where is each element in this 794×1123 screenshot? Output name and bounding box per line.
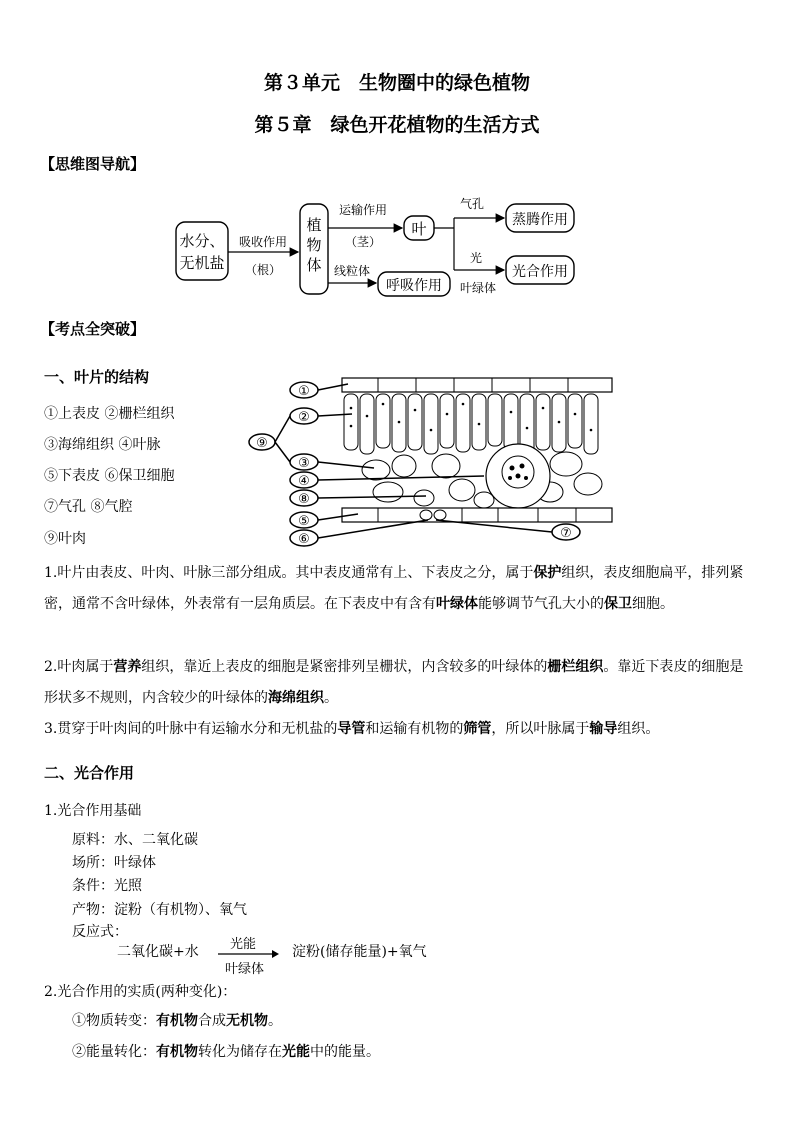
change-1 xyxy=(72,1011,282,1031)
leaf-structure-diagram xyxy=(248,374,618,550)
p3-text-a: 3.贯穿于叶肉间的叶脉中有运输水分和无机盐的 xyxy=(44,721,338,737)
label-1: ① xyxy=(298,384,310,399)
p1-text-e: 能够调节气孔大小的 xyxy=(478,596,604,612)
lower-epidermis xyxy=(342,508,612,522)
node-plant-char1: 植 xyxy=(306,216,322,234)
spongy-tissue xyxy=(362,452,602,508)
label-8: ⑧ xyxy=(298,492,310,507)
change1-end: 。 xyxy=(268,1013,282,1029)
section2-sub1: 1.光合作用基础 xyxy=(44,803,142,819)
node-leaf-label: 叶 xyxy=(411,220,427,238)
guard-cell-left xyxy=(420,510,432,520)
edge-absorb-bottom: （根） xyxy=(244,263,282,277)
label-5: ⑤ xyxy=(298,514,310,529)
edge-absorb-top: 吸收作用 xyxy=(238,235,288,249)
p3-bold-sieve: 筛管 xyxy=(463,721,492,737)
node-plant-char2: 物 xyxy=(306,236,322,254)
p3-text-g: 组织。 xyxy=(617,721,660,737)
change1-text: 合成 xyxy=(198,1013,226,1029)
legend-item-5: ⑨叶肉 xyxy=(44,531,86,547)
p1-bold-protect: 保护 xyxy=(533,565,562,581)
section2-heading: 二、光合作用 xyxy=(44,764,135,782)
p2-text-e: 。靠近下表皮的细胞是形状多不规则，内含较少的叶绿体的 xyxy=(44,659,744,706)
label-7: ⑦ xyxy=(560,526,572,541)
palisade-tissue xyxy=(344,394,598,454)
vein-bundle xyxy=(502,456,534,488)
basis-item-3: 条件：光照 xyxy=(72,878,142,894)
change2-bold-2: 光能 xyxy=(282,1044,310,1060)
equation-right: 淀粉(储存能量)+氧气 xyxy=(292,944,427,960)
upper-epidermis xyxy=(342,378,612,392)
p2-bold-nutrient: 营养 xyxy=(113,659,142,675)
p1-bold-guard: 保卫 xyxy=(604,596,632,612)
edge-mito-label: 线粒体 xyxy=(333,264,371,278)
change2-bold-1: 有机物 xyxy=(156,1044,198,1060)
basis-item-1: 原料：水、二氧化碳 xyxy=(72,832,198,848)
change-2 xyxy=(72,1042,380,1062)
equation-condition-bottom: 叶绿体 xyxy=(225,962,265,977)
p3-bold-vessel: 导管 xyxy=(337,721,366,737)
paragraph-2 xyxy=(44,652,754,714)
node-photosynthesis-label: 光合作用 xyxy=(512,264,568,280)
change1-bold-2: 无机物 xyxy=(226,1013,268,1029)
change2-text: 转化为储存在 xyxy=(198,1044,282,1060)
p2-bold-spongy: 海绵组织 xyxy=(268,690,324,706)
label-2: ② xyxy=(298,410,310,425)
node-water-line1: 水分、 xyxy=(179,232,225,250)
edge-transport-top: 运输作用 xyxy=(338,203,388,217)
label-3: ③ xyxy=(298,456,310,471)
p3-text-e: ，所以叶脉属于 xyxy=(491,721,590,737)
change1-label: ①物质转变： xyxy=(72,1013,156,1029)
edge-light-label: 光 xyxy=(469,251,483,265)
equation-arrow xyxy=(216,950,280,958)
basis-item-2: 场所：叶绿体 xyxy=(72,855,156,871)
legend-item-4: ⑦气孔 ⑧气腔 xyxy=(44,499,133,515)
node-respiration-label: 呼吸作用 xyxy=(386,278,442,294)
mindmap-heading: 【思维图导航】 xyxy=(40,155,146,173)
p1-bold-chloroplast: 叶绿体 xyxy=(436,596,478,612)
p2-text-a: 2.叶肉属于 xyxy=(44,659,114,675)
p2-bold-palisade: 栅栏组织 xyxy=(547,659,604,675)
p2-text-c: 组织，靠近上表皮的细胞是紧密排列呈栅状，内含较多的叶绿体的 xyxy=(141,659,548,675)
p3-bold-conduct: 输导 xyxy=(589,721,618,737)
change2-end: 中的能量。 xyxy=(310,1044,380,1060)
chapter-title: 第５章 绿色开花植物的生活方式 xyxy=(254,114,540,136)
basis-item-5: 反应式： xyxy=(72,924,128,940)
node-water-line2: 无机盐 xyxy=(179,254,225,272)
equation-left: 二氧化碳+水 xyxy=(117,944,199,960)
legend-item-1: ①上表皮 ②栅栏组织 xyxy=(44,406,175,422)
mindmap-diagram xyxy=(170,188,590,300)
label-6: ⑥ xyxy=(298,532,310,547)
guard-cell-right xyxy=(434,510,446,520)
p1-text-g: 细胞。 xyxy=(632,596,674,612)
section1-heading: 一、叶片的结构 xyxy=(44,368,150,386)
paragraph-3 xyxy=(44,714,754,745)
p3-text-c: 和运输有机物的 xyxy=(365,721,464,737)
edge-chloroplast-label: 叶绿体 xyxy=(459,281,497,295)
equation-condition-top: 光能 xyxy=(230,937,257,952)
section2-sub2: 2.光合作用的实质(两种变化)： xyxy=(44,984,237,1000)
paragraph-1 xyxy=(44,558,754,620)
p2-text-g: 。 xyxy=(324,690,338,706)
edge-transport-bottom: （茎） xyxy=(344,235,382,249)
legend-item-3: ⑤下表皮 ⑥保卫细胞 xyxy=(44,468,175,484)
basis-item-4: 产物：淀粉（有机物）、氧气 xyxy=(72,902,247,918)
kaodian-heading: 【考点全突破】 xyxy=(40,320,146,338)
node-plant-char3: 体 xyxy=(306,256,322,274)
edge-stoma-label: 气孔 xyxy=(459,197,485,211)
label-4: ④ xyxy=(298,474,310,489)
node-transpiration-label: 蒸腾作用 xyxy=(512,212,568,228)
p1-text-c: 组织，表皮细胞扁平，排列紧密，通常不含叶绿体，外表常有一层角质层。在下表皮中有含有 xyxy=(44,565,744,612)
change1-bold-1: 有机物 xyxy=(156,1013,198,1029)
unit-title: 第３单元 生物圈中的绿色植物 xyxy=(263,72,530,94)
p1-text-a: 1.叶片由表皮、叶肉、叶脉三部分组成。其中表皮通常有上、下表皮之分，属于 xyxy=(44,565,534,581)
legend-item-2: ③海绵组织 ④叶脉 xyxy=(44,437,161,453)
label-9: ⑨ xyxy=(256,436,268,451)
change2-label: ②能量转化： xyxy=(72,1044,156,1060)
